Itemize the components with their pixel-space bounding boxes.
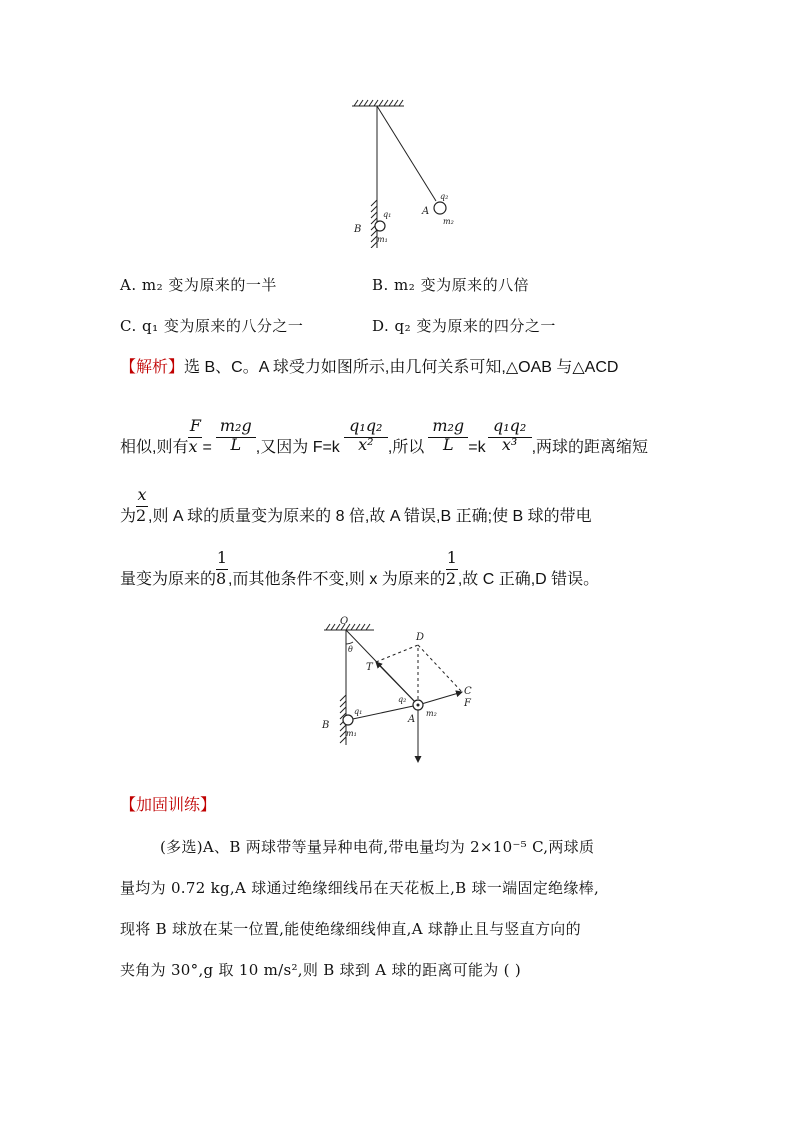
pendulum-figure-1 <box>340 98 480 248</box>
training-p1: (多选)A、B 两球带等量异种电荷,带电量均为 2×10⁻⁵ C,两球质 <box>160 838 595 856</box>
analysis-text-1: 选 B、C。A 球受力如图所示,由几何关系可知,△OAB 与△ACD <box>184 359 619 376</box>
label-F: F <box>464 698 471 709</box>
label-B: B <box>354 224 362 235</box>
ball-a <box>434 202 446 214</box>
frac-x2-den: x² <box>358 435 374 454</box>
training-p3: 现将 B 球放在某一位置,能使绝缘细线伸直,A 球静止且与竖直方向的 <box>120 920 581 938</box>
label-O: O <box>340 616 349 627</box>
frac-x3-den: x³ <box>501 435 518 454</box>
analysis-line-1 <box>120 354 618 377</box>
label-T: T <box>366 662 373 673</box>
equals-sign: = <box>202 439 212 456</box>
frac-1-over-8 <box>216 548 228 588</box>
frac-q1q2-over-x3 <box>488 416 532 456</box>
analysis-text-2c: ,所以 <box>387 439 425 456</box>
frac-1-over-2 <box>445 548 458 588</box>
frac-x-num: x <box>136 485 148 507</box>
analysis-text-2e: ,两球的距离缩短 <box>531 439 649 456</box>
frac-F-den: x <box>188 437 198 456</box>
label-B-2: B <box>322 720 330 731</box>
frac-m2g-over-L <box>216 416 256 456</box>
label-m1: m₁ <box>377 235 388 244</box>
force-F-arrow <box>418 692 462 705</box>
frac-m2g-den: L <box>230 435 242 454</box>
analysis-text-4a: 量变为原来的 <box>120 571 217 588</box>
label-q2-2: q₂ <box>398 695 407 704</box>
label-theta: θ <box>348 645 353 654</box>
dashed-TD <box>376 645 418 662</box>
frac-m2g-num-2: m₂g <box>428 416 468 438</box>
analysis-line-2 <box>120 416 649 457</box>
thread <box>377 106 436 201</box>
analysis-line-4 <box>120 548 600 589</box>
label-q2: q₂ <box>440 192 449 201</box>
frac-F-over-x <box>188 416 202 456</box>
training-title: 【加固训练】 <box>120 797 217 814</box>
frac-x-over-2 <box>136 485 148 525</box>
frac-m2g-over-L-2 <box>428 416 468 456</box>
training-p2: 量均为 0.72 kg,A 球通过绝缘细线吊在天花板上,B 球一端固定绝缘棒, <box>120 879 600 897</box>
theta-arc <box>346 642 353 644</box>
analysis-text-2b: ,又因为 F=k <box>255 439 340 456</box>
frac-m2g-num: m₂g <box>216 416 256 438</box>
analysis-text-3b: ,则 A 球的质量变为原来的 8 倍,故 A 错误,B 正确;使 B 球的带电 <box>148 508 592 525</box>
frac-1-num-2: 1 <box>446 548 458 570</box>
label-C: C <box>464 686 472 697</box>
frac-1-num: 1 <box>216 548 228 570</box>
option-b: B. m₂ 变为原来的八倍 <box>372 276 530 294</box>
option-d: D. q₂ 变为原来的四分之一 <box>372 317 556 335</box>
label-A: A <box>422 206 430 217</box>
analysis-text-2d: =k <box>468 439 486 456</box>
tension-arrow <box>376 662 418 705</box>
force-diagram <box>310 610 490 770</box>
label-A-2: A <box>408 714 416 725</box>
ball-a-center <box>417 704 420 707</box>
ball-b-2 <box>343 715 353 725</box>
label-q1-2: q₁ <box>354 707 363 716</box>
frac-F-num: F <box>188 416 202 438</box>
frac-2-den-2: 2 <box>445 569 456 588</box>
label-q1: q₁ <box>383 210 392 219</box>
option-c: C. q₁ 变为原来的八分之一 <box>120 317 304 335</box>
analysis-line-3 <box>120 485 592 526</box>
frac-q1q2-num: q₁q₂ <box>344 416 388 438</box>
label-m2: m₂ <box>443 217 454 226</box>
ball-b <box>375 221 385 231</box>
ceiling-hatch <box>354 100 403 106</box>
training-p4: 夹角为 30°,g 取 10 m/s²,则 B 球到 A 球的距离可能为 ( ) <box>120 961 522 979</box>
frac-8-den: 8 <box>216 569 227 588</box>
frac-q1q2-over-x2 <box>344 416 388 456</box>
label-D: D <box>416 632 425 643</box>
dashed-DC <box>418 645 462 692</box>
frac-q1q2-num-2: q₁q₂ <box>488 416 532 438</box>
frac-L-den-2: L <box>442 435 454 454</box>
option-a: A. m₂ 变为原来的一半 <box>120 276 277 294</box>
analysis-text-2a: 相似,则有 <box>120 439 189 456</box>
frac-2-den: 2 <box>136 506 147 525</box>
label-m2-2: m₂ <box>426 709 437 718</box>
analysis-tag: 【解析】 <box>120 359 185 376</box>
label-m1-2: m₁ <box>346 729 357 738</box>
analysis-text-3a: 为 <box>120 508 137 525</box>
analysis-text-4c: ,故 C 正确,D 错误。 <box>457 571 600 588</box>
analysis-text-4b: ,而其他条件不变,则 x 为原来的 <box>228 571 446 588</box>
